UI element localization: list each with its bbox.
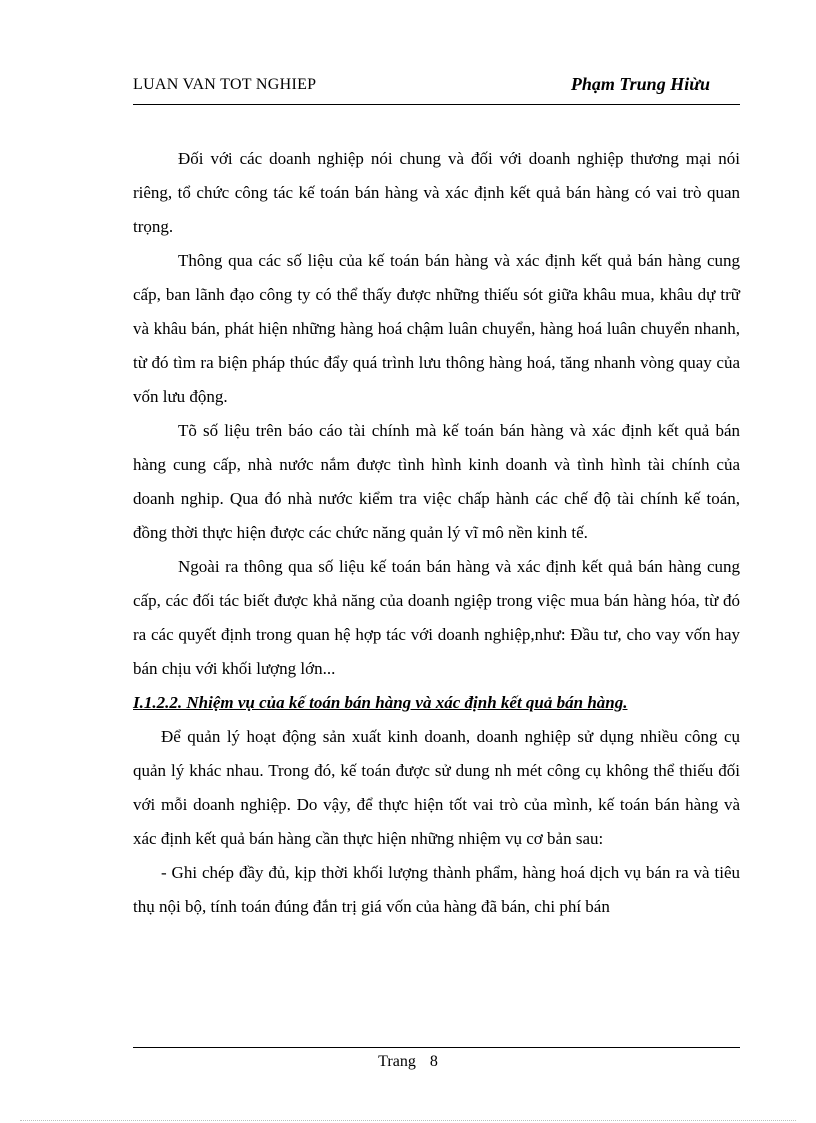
page-number: 8 xyxy=(429,1053,438,1070)
paragraph: Tõ số liệu trên báo cáo tài chính mà kế toán bán hàng và xác định kết quả bán hàng cung cấp, nhà nước nắm được tình hình kinh doanh và tình hình tài chính của doanh nghip. Qua đó nhà nước kiểm tra việc chấp hành các chế độ tài chính kế toán, đồng thời thực hiện được các chức năng quản lý vĩ mô nền kinh tế. xyxy=(133,421,740,542)
footer-page-label: Trang xyxy=(378,1053,416,1070)
footer-rule xyxy=(133,1047,740,1048)
header-thesis-label: LUAN VAN TOT NGHIEP xyxy=(133,76,317,93)
paragraph: - Ghi chép đầy đủ, kịp thời khối lượng thành phẩm, hàng hoá dịch vụ bán ra và tiêu thụ nội bộ, tính toán đúng đắn trị giá vốn của hàng đã bán, chi phí bán xyxy=(133,863,740,916)
document-body xyxy=(133,142,740,924)
section-heading: I.1.2.2. Nhiệm vụ của kế toán bán hàng và xác định kết quả bán hàng. xyxy=(133,693,628,712)
paragraph: Ngoài ra thông qua số liệu kế toán bán hàng và xác định kết quả bán hàng cung cấp, các đối tác biết được khả năng của doanh ngiệp trong việc mua bán hàng hóa, từ đó ra các quyết định trong quan hệ hợp tác với doanh nghiệp,như: Đầu tư, cho vay vốn hay bán chịu với khối lượng lớn... xyxy=(133,557,740,678)
page-boundary xyxy=(20,1120,796,1121)
paragraph: Để quản lý hoạt động sản xuất kinh doanh, doanh nghiệp sử dụng nhiều công cụ quản lý khác nhau. Trong đó, kế toán được sử dung nh mét công cụ không thể thiếu đối với mỗi doanh nghiệp. Do vậy, để thực hiện tốt vai trò của mình, kế toán bán hàng và xác định kết quả bán hàng cần thực hiện những nhiệm vụ cơ bản sau: xyxy=(133,727,740,848)
page-footer xyxy=(0,1053,816,1071)
header-author-name: Phạm Trung Hiừu xyxy=(570,74,710,94)
paragraph: Thông qua các số liệu của kế toán bán hàng và xác định kết quả bán hàng cung cấp, ban lãnh đạo công ty có thể thấy được những thiếu sót giữa khâu mua, khâu dự trữ và khâu bán, phát hiện những hàng hoá chậm luân chuyển, hàng hoá luân chuyển nhanh, từ đó tìm ra biện pháp thúc đẩy quá trình lưu thông hàng hoá, tăng nhanh vòng quay của vốn lưu động. xyxy=(133,251,740,406)
page-header xyxy=(133,74,740,105)
paragraph: Đối với các doanh nghiệp nói chung và đối với doanh nghiệp thương mại nói riêng, tổ chức công tác kế toán bán hàng và xác định kết quả bán hàng có vai trò quan trọng. xyxy=(133,149,740,236)
